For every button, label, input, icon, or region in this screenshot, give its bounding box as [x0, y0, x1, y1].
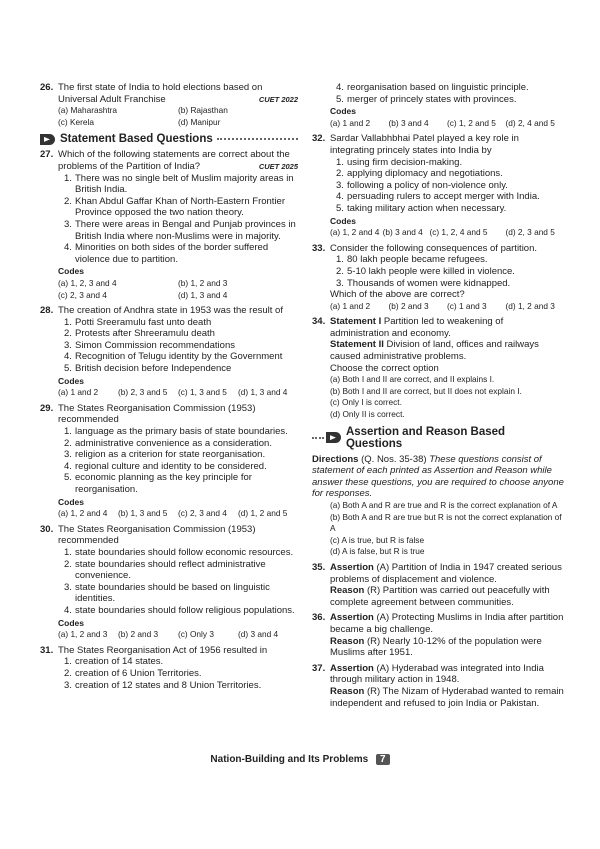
assertion-label: Assertion — [330, 662, 374, 674]
option: (a) Both I and II are correct, and II explains I. — [330, 374, 495, 385]
codes-label: Codes — [58, 617, 84, 628]
assertion-text: (A) Protecting Muslims in India after partition became a big challenge. — [330, 612, 564, 635]
option: (a) 1 and 2 — [330, 117, 371, 128]
right-column — [312, 82, 564, 713]
question-ask: Which of the above are correct? — [330, 289, 465, 301]
option: (a) 1, 2 and 4 — [58, 508, 108, 519]
list-item: 3. There were areas in Bengal and Punjab provinces in British India where non-Muslims were in majority. — [64, 218, 296, 242]
question-33 — [312, 243, 564, 313]
list-item: 5. British decision before Independence — [64, 363, 232, 375]
list-item: 5. merger of princely states with provinces. — [336, 93, 517, 105]
option: (a) 1, 2 and 4 — [330, 227, 380, 238]
question-37 — [312, 663, 564, 709]
section-heading-assertion — [312, 426, 564, 450]
statement-label: Statement II — [330, 339, 384, 351]
codes-label: Codes — [58, 496, 84, 507]
list-item: 1. state boundaries should follow economic resources. — [64, 546, 294, 558]
list-item: 1. using firm decision-making. — [336, 156, 463, 168]
assertion-text: (A) Partition of India in 1947 created serious problems of displacement and violence. — [330, 561, 562, 585]
question-30 — [40, 524, 298, 641]
list-item: 1. 80 lakh people became refugees. — [336, 254, 488, 266]
list-item: 3. religion as a criterion for state reorganisation. — [64, 449, 266, 461]
list-item: 4. Minorities on both sides of the border suffered violence due to partition. — [64, 242, 269, 265]
option: (c) 1, 2 and 5 — [447, 117, 496, 128]
question-number: 37. — [312, 662, 326, 674]
assertion-label: Assertion — [330, 612, 374, 624]
question-text: Sardar Vallabhbhai Patel played a key role in integrating princely states into India by — [330, 133, 519, 156]
list-item: 3. creation of 12 states and 8 Union Territories. — [64, 679, 262, 691]
question-text: Consider the following consequences of partition. — [330, 242, 538, 254]
option: (b) 2 and 3 — [118, 629, 159, 640]
list-item: 4. persuading rulers to accept merger with India. — [336, 191, 540, 203]
option: (b) 2 and 3 — [388, 300, 429, 311]
question-number: 30. — [40, 523, 54, 535]
section-title: Statement Based Questions — [60, 133, 213, 146]
exam-tag: CUET 2025 — [258, 162, 298, 172]
question-26 — [40, 82, 298, 128]
codes-label: Codes — [58, 375, 84, 386]
question-text: The States Reorganisation Act of 1956 resulted in — [58, 644, 268, 656]
options — [312, 374, 564, 420]
question-text: The States Reorganisation Commission (1953) recommended — [58, 402, 256, 426]
reason-text: (R) Partition was carried out peacefully with complete agreement between communities. — [330, 585, 550, 608]
list-item: 3. following a policy of non-violence only. — [336, 179, 508, 191]
option: (d) Only II is correct. — [330, 409, 405, 420]
question-number: 29. — [40, 402, 54, 414]
question-text: The States Reorganisation Commission (1953) recommended — [58, 523, 256, 547]
option: (d) 2, 3 and 5 — [505, 227, 555, 238]
arrow-icon — [326, 432, 341, 443]
list-item: 3. state boundaries should be based on linguistic identities. — [64, 581, 270, 605]
option: (b) 1, 2 and 3 — [178, 277, 228, 288]
option: (c) 2, 3 and 4 — [58, 289, 107, 300]
directions-range: (Q. Nos. 35-38) — [361, 453, 427, 465]
codes-label: Codes — [330, 106, 356, 117]
divider — [312, 437, 324, 439]
option: (c) Kerela — [58, 116, 94, 127]
options — [40, 278, 298, 301]
page-number: 7 — [376, 754, 390, 765]
option: (a) Maharashtra — [58, 105, 118, 116]
question-number: 28. — [40, 305, 54, 317]
statement-text: Partition led to weakening of administration and economy. — [330, 316, 504, 339]
option: (c) 1, 2, 4 and 5 — [429, 227, 488, 238]
option: (a) 1 and 2 — [330, 300, 371, 311]
question-35 — [312, 562, 564, 608]
list-item: 2. state boundaries should reflect administrative convenience. — [64, 558, 266, 582]
option: (d) 3 and 4 — [238, 629, 279, 640]
option: (b) 3 and 4 — [382, 227, 423, 238]
question-number: 34. — [312, 316, 326, 328]
option: (d) Manipur — [178, 116, 221, 127]
question-text: The creation of Andhra state in 1953 was the result of — [58, 305, 283, 317]
reason-text: (R) Nearly 10-12% of the population were Muslims after 1951. — [330, 635, 542, 659]
chapter-title: Nation-Building and Its Problems — [210, 754, 369, 765]
option: (c) 2, 3 and 4 — [178, 508, 227, 519]
option: (c) A is true, but R is false — [330, 534, 425, 545]
question-number: 27. — [40, 149, 54, 161]
question-number: 32. — [312, 133, 326, 145]
option: (d) 1, 3 and 4 — [178, 289, 228, 300]
choose-text: Choose the correct option — [330, 362, 439, 374]
option: (b) Both A and R are true but R is not the correct explanation of A — [330, 511, 562, 534]
question-36 — [312, 612, 564, 658]
directions — [312, 454, 564, 558]
list-item: 2. 5-10 lakh people were killed in violence. — [336, 265, 515, 277]
section-title: Assertion and Reason Based Questions — [345, 425, 506, 450]
section-heading-statement — [40, 133, 298, 145]
question-32 — [312, 133, 564, 238]
list-item: 2. administrative convenience as a consideration. — [64, 437, 272, 449]
question-34 — [312, 316, 564, 420]
left-column — [40, 82, 298, 695]
option: (d) 2, 4 and 5 — [505, 117, 555, 128]
assertion-text: (A) Hyderabad was integrated into India through military action in 1948. — [330, 662, 544, 686]
divider — [217, 138, 298, 140]
option: (b) 2, 3 and 5 — [118, 387, 168, 398]
page-footer — [0, 754, 600, 765]
list-item: 3. Simon Commission recommendations — [64, 339, 235, 351]
option: (d) 1, 3 and 4 — [238, 387, 288, 398]
assertion-label: Assertion — [330, 561, 374, 573]
option: (b) Rajasthan — [178, 105, 228, 116]
reason-label: Reason — [330, 585, 365, 597]
option: (b) 1, 3 and 5 — [118, 508, 168, 519]
question-31-continued — [312, 82, 564, 129]
list-item: 2. creation of 6 Union Territories. — [64, 667, 202, 679]
list-item: 4. reorganisation based on linguistic principle. — [336, 82, 529, 93]
options — [40, 508, 298, 520]
directions-label: Directions — [312, 453, 359, 465]
list-item: 4. Recognition of Telugu identity by the Government — [64, 351, 283, 363]
options — [40, 105, 298, 128]
reason-text: (R) The Nizam of Hyderabad wanted to remain independent and refused to join India or Pakistan. — [330, 685, 564, 709]
reason-label: Reason — [330, 635, 365, 647]
list-item: 4. state boundaries should follow religious populations. — [64, 604, 295, 616]
list-item: 5. economic planning as the key principle for reorganisation. — [64, 472, 252, 495]
codes-label: Codes — [58, 266, 84, 277]
option: (a) Both A and R are true and R is the correct explanation of A — [330, 500, 558, 510]
reason-label: Reason — [330, 685, 365, 697]
list-item: 2. Khan Abdul Gaffar Khan of North-Eastern Frontier Province opposed the two nation theory. — [64, 195, 285, 219]
option: (c) Only 3 — [178, 629, 214, 640]
statement-text: Division of land, offices and railways caused administrative problems. — [330, 339, 539, 363]
question-27 — [40, 149, 298, 301]
option: (c) Only I is correct. — [330, 397, 402, 408]
exam-tag: CUET 2022 — [258, 95, 298, 104]
question-number: 33. — [312, 242, 326, 254]
option: (c) 1 and 3 — [447, 300, 487, 311]
list-item: 1. Potti Sreeramulu fast unto death — [64, 316, 212, 328]
question-number: 36. — [312, 612, 326, 624]
option: (a) 1, 2, 3 and 4 — [58, 277, 117, 288]
list-item: 1. language as the primary basis of state boundaries. — [64, 426, 288, 438]
list-item: 1. creation of 14 states. — [64, 656, 164, 668]
list-item: 1. There was no single belt of Muslim majority areas in British India. — [64, 172, 294, 196]
question-28 — [40, 305, 298, 399]
option: (d) 1, 2 and 3 — [505, 300, 555, 311]
option: (c) 1, 3 and 5 — [178, 387, 227, 398]
option: (d) 1, 2 and 5 — [238, 508, 288, 519]
options — [40, 629, 298, 641]
question-text: Which of the following statements are correct about the problems of the Partition of India? — [58, 149, 290, 172]
list-item: 4. regional culture and identity to be considered. — [64, 460, 267, 472]
option: (b) Both I and II are correct, but II does not explain I. — [330, 385, 522, 396]
question-number: 31. — [40, 644, 54, 656]
option: (a) 1 and 2 — [58, 387, 99, 398]
list-item: 2. applying diplomacy and negotiations. — [336, 168, 503, 180]
codes-label: Codes — [330, 215, 356, 226]
directions-text: These questions consist of statement of each printed as Assertion and Reason while answer these questions, you are required to choose anyone for responses. — [312, 453, 564, 500]
question-text: The first state of India to hold elections based on Universal Adult Franchise — [58, 82, 263, 105]
list-item: 3. Thousands of women were kidnapped. — [336, 277, 511, 289]
option: (a) 1, 2 and 3 — [58, 629, 108, 640]
arrow-icon — [40, 134, 55, 145]
list-item: 2. Protests after Shreeramulu death — [64, 328, 215, 340]
option: (b) 3 and 4 — [388, 117, 429, 128]
question-number: 26. — [40, 82, 54, 93]
question-29 — [40, 403, 298, 520]
options — [312, 227, 564, 239]
statement-label: Statement I — [330, 316, 382, 328]
question-number: 35. — [312, 561, 326, 573]
list-item: 5. taking military action when necessary. — [336, 202, 507, 214]
options — [312, 500, 564, 558]
options — [312, 118, 564, 130]
question-31 — [40, 645, 298, 691]
options — [40, 387, 298, 399]
options — [312, 301, 564, 313]
option: (d) A is false, but R is true — [330, 546, 425, 557]
